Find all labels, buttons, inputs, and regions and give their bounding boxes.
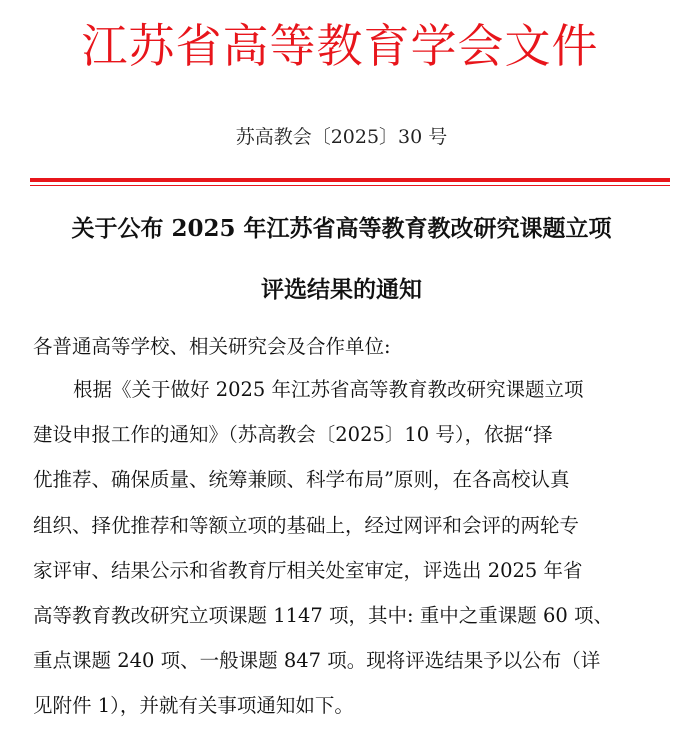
paragraph-line: 家评审、结果公示和省教育厅相关处室审定，评选出 2025 年省 <box>33 558 583 582</box>
header-divider-thin <box>30 185 670 186</box>
paragraph-line: 重点课题 240 项、一般课题 847 项。现将评选结果予以公布（详 <box>33 649 601 673</box>
paragraph-line: 高等教育教改研究立项课题 1147 项，其中: 重中之重课题 60 项、 <box>33 603 614 627</box>
paragraph-line: 组织、择优推荐和等额立项的基础上，经过网评和会评的两轮专 <box>33 513 580 537</box>
header-divider-thick <box>30 178 670 182</box>
document-header-title: 江苏省高等教育学会文件 <box>81 19 599 73</box>
salutation: 各普通高等学校、相关研究会及合作单位: <box>33 335 391 358</box>
paragraph-line: 见附件 1），并就有关事项通知如下。 <box>33 694 354 718</box>
document-number: 苏高教会〔2025〕30 号 <box>235 126 448 148</box>
notice-title-line-2: 评选结果的通知 <box>261 276 422 303</box>
paragraph-line: 根据《关于做好 2025 年江苏省高等教育教改研究课题立项 <box>73 378 584 401</box>
paragraph-line: 优推荐、确保质量、统筹兼顾、科学布局”原则，在各高校认真 <box>33 468 570 492</box>
notice-title-line-1: 关于公布 2025 年江苏省高等教育教改研究课题立项 <box>71 215 612 242</box>
body-paragraph <box>33 376 633 738</box>
paragraph-line: 建设申报工作的通知》（苏高教会〔2025〕10 号），依据“择 <box>33 423 553 447</box>
